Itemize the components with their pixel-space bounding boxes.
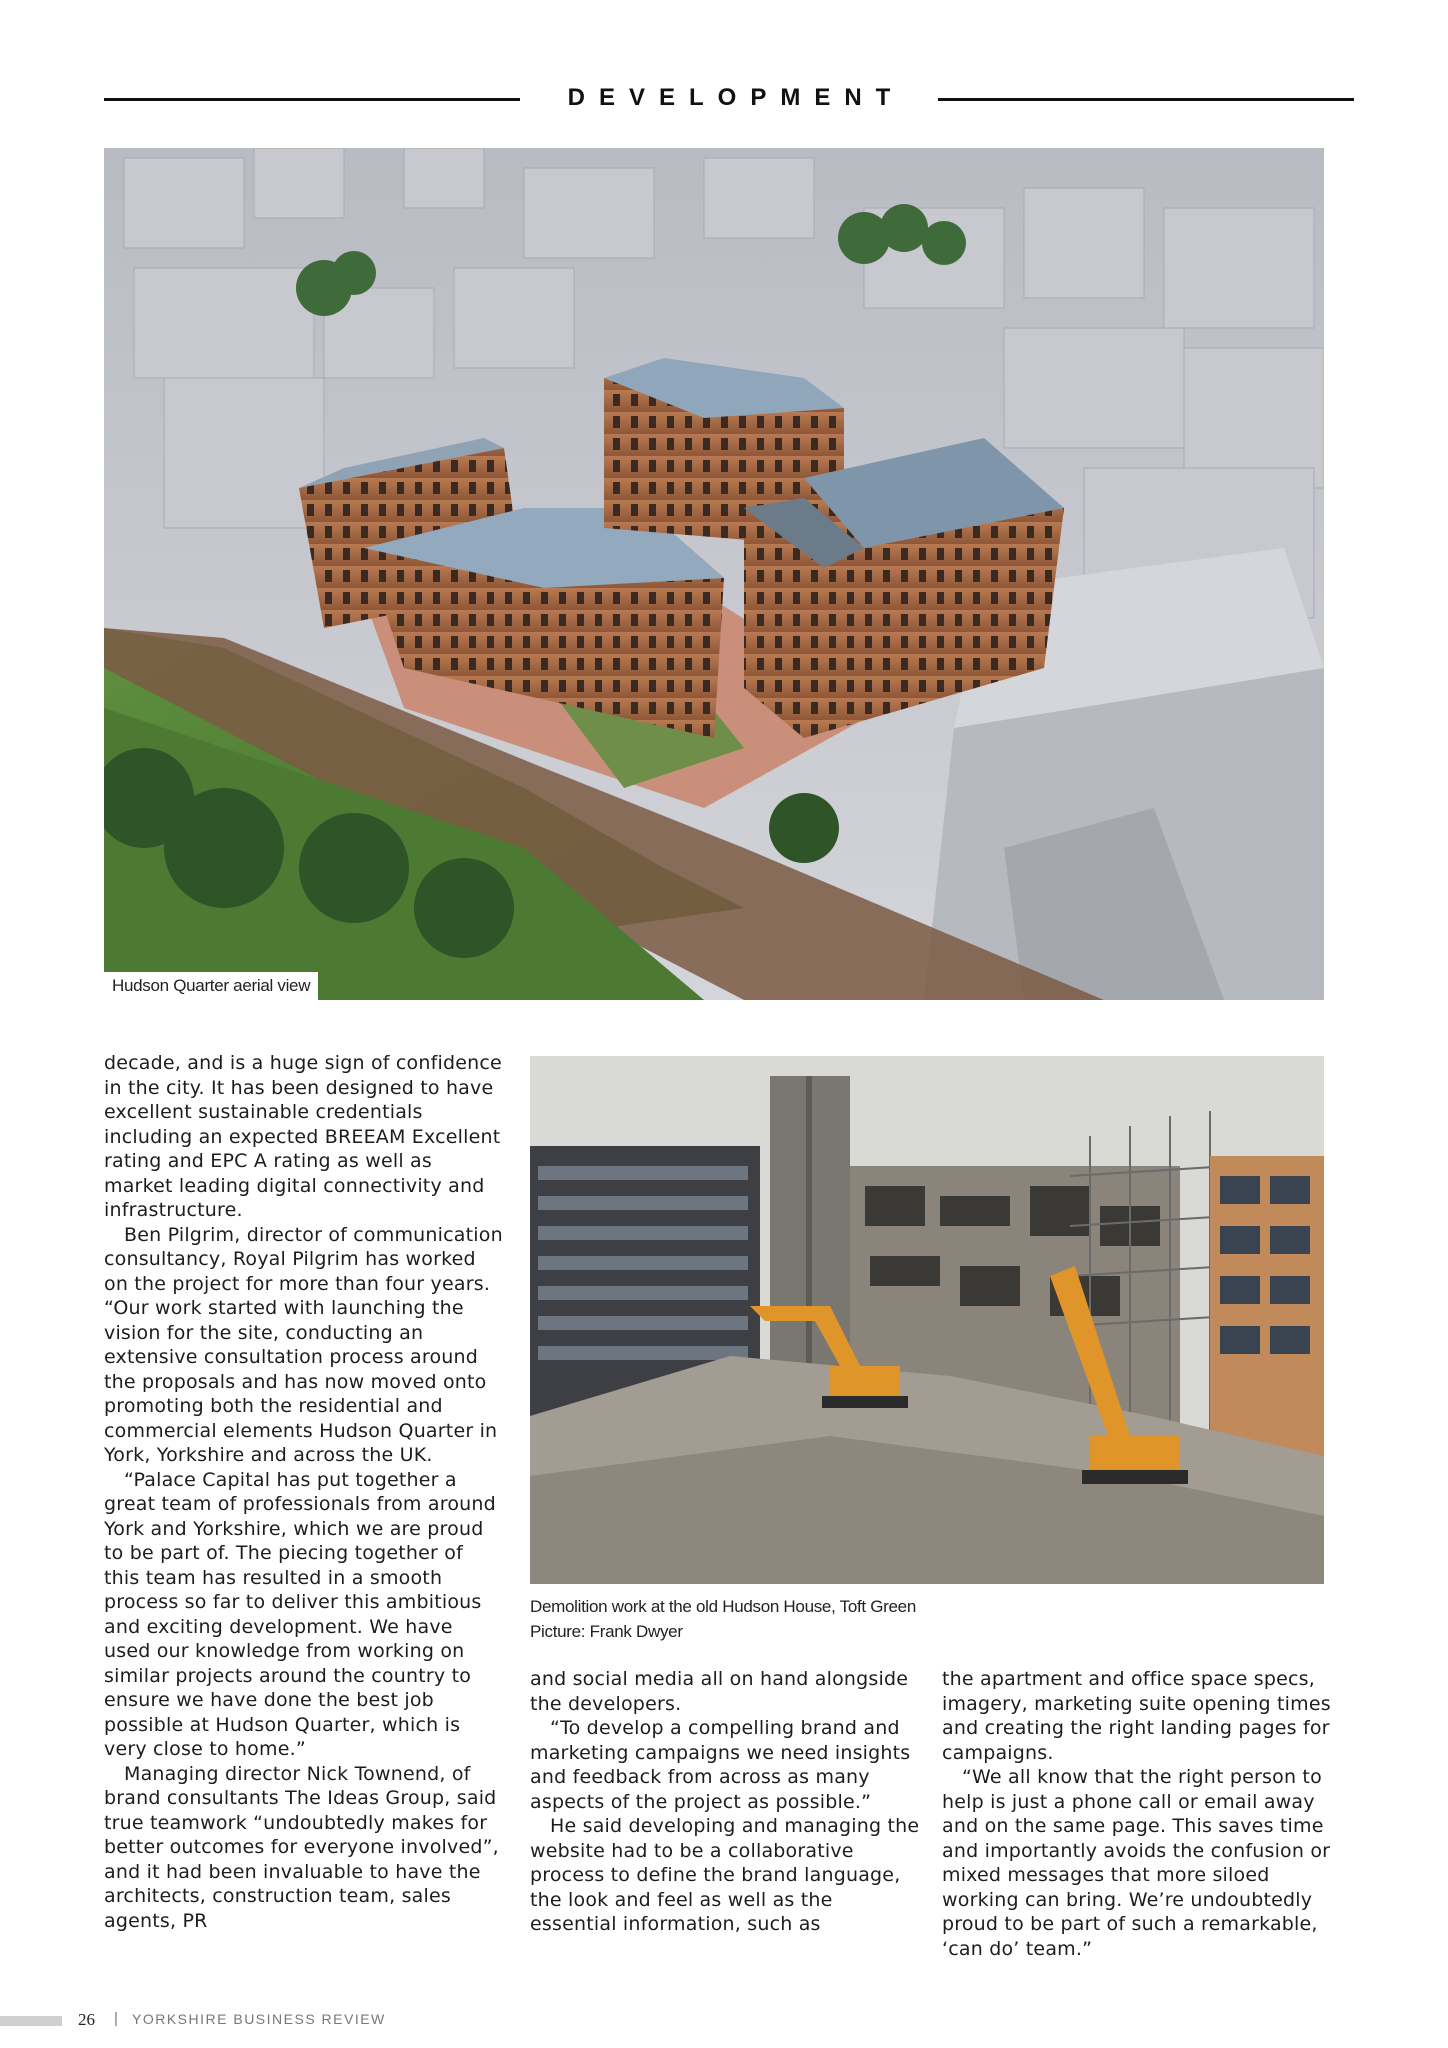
header-rule-right xyxy=(938,98,1354,101)
article-paragraph: the apartment and office space specs, imagery, marketing suite opening times and creating the right landing pages for campaigns. xyxy=(942,1668,1331,1764)
article-column-1 xyxy=(104,1051,504,1933)
demolition-image xyxy=(530,1056,1324,1584)
aerial-image-caption: Hudson Quarter aerial view xyxy=(104,972,318,1000)
aerial-view-image xyxy=(104,148,1324,1000)
article-paragraph: He said developing and managing the website had to be a collaborative process to define the brand language, the look and feel as well as the essential information, such as xyxy=(530,1815,920,1935)
article-paragraph: Ben Pilgrim, director of communication consultancy, Royal Pilgrim has worked on the project for more than four years. “Our work started with launching the vision for the site, conducting an extensive consultation process around the proposals and has now moved onto promoting both the residential and commercial elements Hudson Quarter in York, Yorkshire and across the UK. xyxy=(104,1223,503,1466)
article-column-3 xyxy=(942,1667,1332,1961)
demolition-image-caption xyxy=(530,1594,950,1644)
article-paragraph: decade, and is a huge sign of confidence in the city. It has been designed to have excellent sustainable credentials including an expected BREEAM Excellent rating and EPC A rating as well as market leading digital connectivity and infrastructure. xyxy=(104,1052,502,1221)
header-rule-left xyxy=(104,98,520,101)
article-paragraph: “Palace Capital has put together a great team of professionals from around York and Yorkshire, which we are proud to be part of. The piecing together of this team has resulted in a smooth process so far to deliver this ambitious and exciting development. We have used our knowledge from working on similar projects around the country to ensure we have done the best job possible at Hudson Quarter, which is very close to home.” xyxy=(104,1468,496,1760)
article-paragraph: “To develop a compelling brand and marketing campaigns we need insights and feedback from across as many aspects of the project as possible.” xyxy=(530,1717,911,1813)
article-paragraph: “We all know that the right person to help is just a phone call or email away and on the same page. This saves time and importantly avoids the confusion or mixed messages that more siloed working can bring. We’re undoubtedly proud to be part of such a remarkable, ‘can do’ team.” xyxy=(942,1766,1331,1960)
caption-line: Demolition work at the old Hudson House, Toft Green xyxy=(530,1597,916,1616)
article-paragraph: Managing director Nick Townend, of brand consultants The Ideas Group, said true teamwork “undoubtedly makes for better outcomes for everyone involved”, and it had been invaluable to have the architects, construction team, sales agents, PR xyxy=(104,1762,499,1932)
article-column-2 xyxy=(530,1667,920,1937)
section-title: DEVELOPMENT xyxy=(567,84,905,111)
footer-separator: | xyxy=(114,2010,118,2027)
footer-bar xyxy=(0,2016,62,2026)
article-paragraph: and social media all on hand alongside the developers. xyxy=(530,1668,909,1715)
photo-credit: Picture: Frank Dwyer xyxy=(530,1622,683,1641)
publication-name: YORKSHIRE BUSINESS REVIEW xyxy=(132,2011,386,2027)
page-number: 26 xyxy=(78,2010,95,2029)
